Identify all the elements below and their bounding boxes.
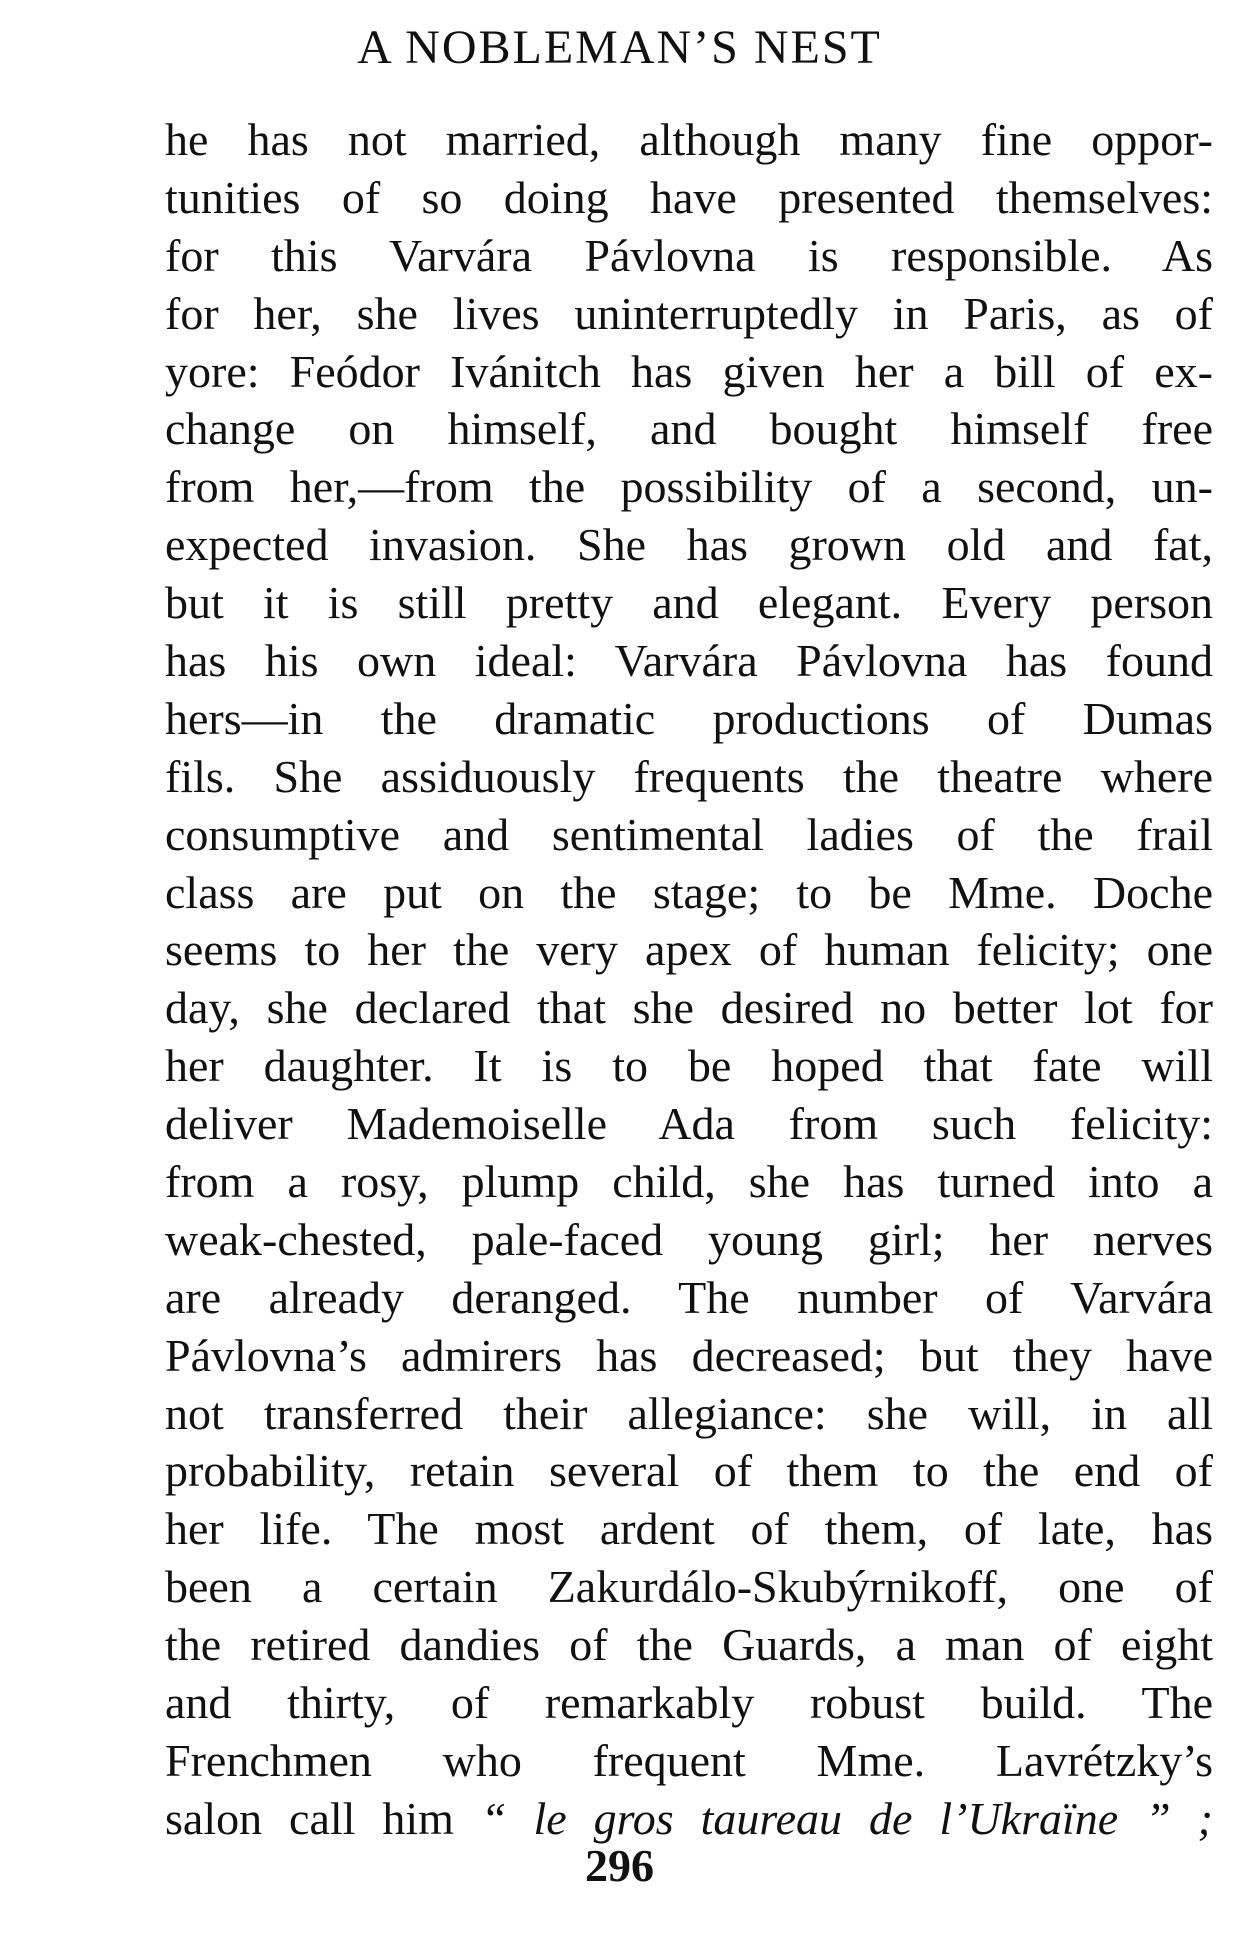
last-line-lead: salon call him bbox=[165, 1792, 481, 1844]
text-line: are already deranged. The number of Varvára bbox=[165, 1271, 1213, 1323]
text-line: consumptive and sentimental ladies of the frail bbox=[165, 808, 1213, 860]
text-line: the retired dandies of the Guards, a man of eight bbox=[165, 1619, 1213, 1671]
text-line: not transferred their allegiance: she will, in all bbox=[165, 1387, 1213, 1439]
text-line: her life. The most ardent of them, of late, has bbox=[165, 1503, 1213, 1555]
text-line: fils. She assiduously frequents the theatre where bbox=[165, 750, 1213, 802]
text-line: and thirty, of remarkably robust build. The bbox=[165, 1677, 1213, 1729]
text-line: from her,—from the possibility of a second, un- bbox=[165, 461, 1213, 513]
text-line: from a rosy, plump child, she has turned into a bbox=[165, 1156, 1213, 1208]
text-line: deliver Mademoiselle Ada from such felicity: bbox=[165, 1098, 1213, 1150]
text-line: probability, retain several of them to the end of bbox=[165, 1445, 1213, 1497]
text-line: her daughter. It is to be hoped that fate will bbox=[165, 1040, 1213, 1092]
text-line: for her, she lives uninterruptedly in Paris, as of bbox=[165, 287, 1213, 339]
text-line: for this Varvára Pávlovna is responsible. As bbox=[165, 229, 1213, 281]
body-text bbox=[165, 111, 1213, 1848]
text-line: has his own ideal: Varvára Pávlovna has found bbox=[165, 635, 1213, 687]
text-line: weak-chested, pale-faced young girl; her nerves bbox=[165, 1213, 1213, 1265]
text-line: been a certain Zakurdálo-Skubýrnikoff, one of bbox=[165, 1561, 1213, 1613]
text-line: seems to her the very apex of human felicity; one bbox=[165, 924, 1213, 976]
text-line: class are put on the stage; to be Mme. Doche bbox=[165, 866, 1213, 918]
text-line: hers—in the dramatic productions of Dumas bbox=[165, 692, 1213, 744]
text-line: change on himself, and bought himself free bbox=[165, 403, 1213, 455]
running-head: A NOBLEMAN’S NEST bbox=[357, 21, 882, 74]
text-line: day, she declared that she desired no better lot for bbox=[165, 982, 1213, 1034]
text-line: yore: Feódor Ivánitch has given her a bill of ex- bbox=[165, 345, 1213, 397]
text-line: tunities of so doing have presented themselves: bbox=[165, 171, 1213, 223]
text-line: he has not married, although many fine oppor- bbox=[165, 114, 1213, 165]
text-line: Pávlovna’s admirers has decreased; but they have bbox=[165, 1329, 1213, 1381]
page-number: 296 bbox=[585, 1840, 654, 1891]
text-line: Frenchmen who frequent Mme. Lavrétzky’s bbox=[165, 1734, 1213, 1786]
italic-quote: “ le gros taureau de l’Ukraïne ” ; bbox=[480, 1792, 1213, 1844]
text-line: but it is still pretty and elegant. Every person bbox=[165, 577, 1213, 629]
text-line: expected invasion. She has grown old and fat, bbox=[165, 519, 1213, 571]
